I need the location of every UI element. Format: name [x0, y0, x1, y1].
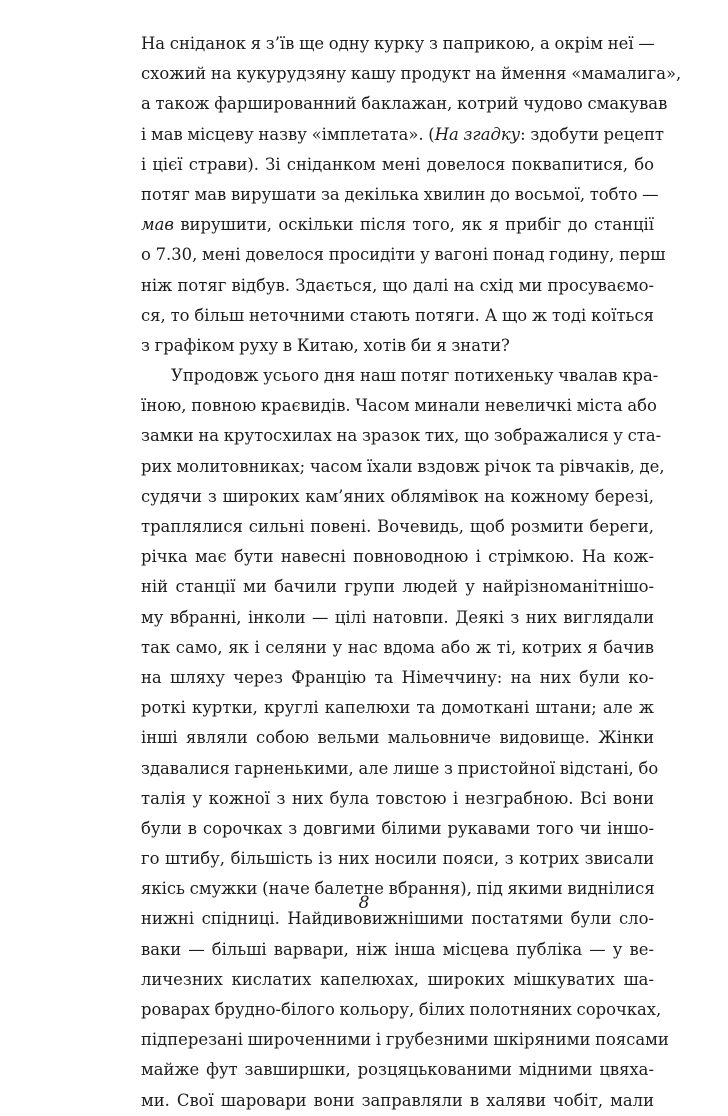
paragraph [141, 361, 669, 1116]
text-segment: ся, то більш неточними стають потяги. А що ж тоді коїться [141, 305, 654, 325]
text-segment: ніж потяг відбув. Здається, що далі на схід ми просуваємо- [141, 275, 654, 295]
text-segment: замки на крутосхилах на зразок тих, що зображалися у ста- [141, 426, 662, 446]
text-line [141, 844, 654, 874]
text-segment: на шляху через Францію та Німеччину: на них були ко- [141, 667, 654, 687]
text-segment: ми. Свої шаровари вони заправляли в халяви чобіт, мали [141, 1090, 654, 1110]
text-segment: вирушити, оскільки після того, як я прибіг до станції [173, 215, 654, 235]
text-line [141, 572, 654, 602]
text-line [141, 391, 657, 421]
paragraph [141, 29, 682, 361]
text-segment: ній станції ми бачили групи людей у найрізноманітнішо- [141, 577, 654, 597]
text-segment: так само, як і селяни у нас вдома або ж ті, котрих я бачив [141, 637, 654, 657]
page-number: 8 [358, 893, 370, 913]
text-segment: траплялися сильні повені. Вочевидь, щоб розмити береги, [141, 517, 654, 536]
text-line [141, 301, 654, 331]
text-line [141, 1025, 669, 1055]
text-line [141, 29, 654, 59]
text-line [141, 59, 682, 89]
text-segment: ваки — більші варвари, ніж інша місцева публіка — у ве- [141, 939, 654, 959]
text-line [141, 89, 668, 119]
text-line [141, 935, 654, 965]
text-segment: Упродовж усього дня наш потяг потихеньку чвалав кра- [171, 366, 659, 386]
text-line [141, 633, 654, 663]
text-segment: потяг мав вирушати за декілька хвилин до восьмої, тобто — [141, 184, 659, 204]
text-line [141, 723, 654, 753]
text-line [141, 452, 665, 482]
text-segment: річка має бути навесні повноводною і стрімкою. На кож- [141, 547, 654, 567]
text-segment: були в сорочках з довгими білими рукавами того чи іншо- [141, 818, 654, 838]
text-segment: з графіком руху в Китаю, хотів би я знати? [141, 335, 510, 355]
text-segment: роткі куртки, круглі капелюхи та домоткані штани; але ж [141, 698, 654, 718]
text-segment: здавалися гарненькими, але лише з пристойної відстані, бо [141, 758, 659, 778]
text-line [141, 814, 654, 844]
text-segment: о 7.30, мені довелося просидіти у вагоні понад годину, перш [141, 245, 666, 265]
text-segment: майже фут завширшки, розцяцькованими мідними цвяха- [141, 1060, 654, 1080]
text-segment: роварах брудно-білого кольору, білих полотняних сорочках, [141, 1000, 662, 1019]
text-segment: схожий на кукурудзяну кашу продукт на ймення «мамалига», [141, 64, 682, 84]
italic-text: На згадку [434, 124, 521, 144]
text-segment: му вбранні, інколи — цілі натовпи. Деякі з них виглядали [141, 607, 654, 627]
body-text [141, 29, 682, 1116]
text-line [141, 271, 654, 301]
text-segment: інші являли собою вельми мальовниче видовище. Жінки [141, 728, 654, 748]
text-line [141, 693, 654, 723]
text-line [141, 603, 654, 633]
text-line [141, 361, 659, 391]
text-line [141, 512, 654, 542]
text-segment: личезних кислатих капелюхах, широких мішкуватих ша- [141, 969, 654, 989]
text-segment: : здобути рецепт [520, 124, 664, 144]
text-segment: судячи з широких кам’яних облямівок на кожному березі, [141, 486, 654, 506]
text-segment: талія у кожної з них була товстою і незграбною. Всі вони [141, 788, 654, 808]
text-segment: і мав місцеву назву «імплетата». ( [141, 124, 435, 144]
text-line [141, 150, 654, 180]
text-line [141, 1086, 654, 1116]
text-line [141, 331, 654, 361]
text-line [141, 542, 654, 572]
text-line [141, 180, 659, 210]
text-line [141, 210, 654, 240]
text-line [141, 754, 659, 784]
text-segment: рих молитовниках; часом їхали вздовж річок та рівчаків, де, [141, 456, 665, 476]
text-line [141, 120, 664, 150]
text-segment: їною, повною краєвидів. Часом минали невеличкі міста або [141, 396, 657, 416]
italic-text: мав [141, 215, 174, 235]
text-segment: го штибу, більшість із них носили пояси, з котрих звисали [141, 849, 654, 869]
text-segment: На сніданок я з’їв ще одну курку з паприкою, а окрім неї — [141, 34, 655, 53]
text-line [141, 1055, 654, 1085]
text-segment: і цієї страви). Зі сніданком мені довелося поквапитися, бо [141, 154, 654, 174]
text-segment: підперезані широченними і грубезними шкіряними поясами [141, 1030, 669, 1050]
text-segment: якісь смужки (наче балетне вбрання), під якими виднілися [141, 879, 655, 899]
text-segment: а також фаршированний баклажан, котрий чудово смакував [141, 94, 668, 114]
text-line [141, 421, 662, 451]
text-line [141, 482, 654, 512]
text-segment: нижні спідниці. Найдивовижнішими постатями були сло- [141, 909, 654, 929]
text-line [141, 784, 654, 814]
text-line [141, 965, 654, 995]
text-line [141, 663, 654, 693]
text-line [141, 240, 666, 270]
